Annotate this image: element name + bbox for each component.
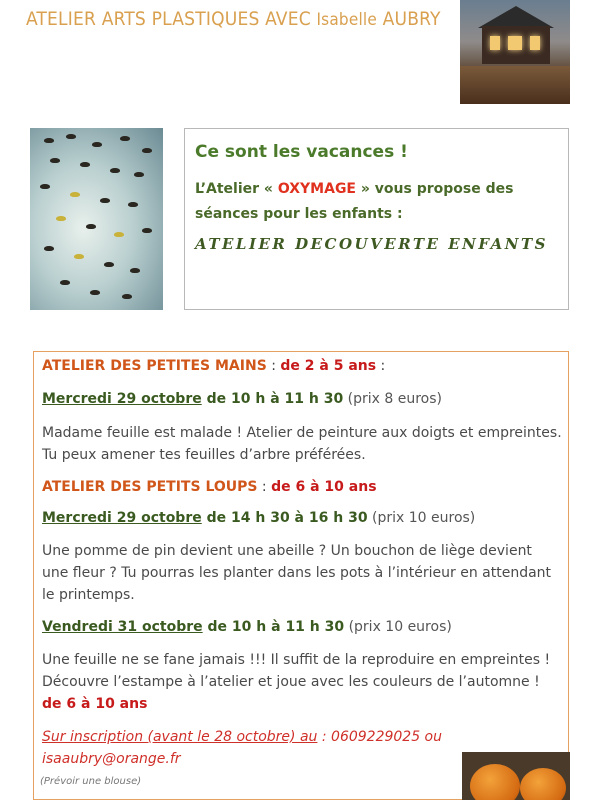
vacances-heading: Ce sont les vacances ! — [195, 142, 408, 162]
session-date: Mercredi 29 octobre — [42, 510, 202, 526]
session-2 — [42, 510, 475, 526]
bird — [86, 224, 96, 229]
bird — [104, 262, 114, 267]
title-name: Isabelle — [316, 10, 377, 30]
intro-text — [195, 177, 563, 227]
section-petites-mains — [42, 358, 385, 374]
bird — [130, 268, 140, 273]
description-3-text: Une feuille ne se fane jamais !!! Il suffit de la reproduire en empreintes ! Découvre l’estampe à l’atelier et joue avec les couleurs de l’automne ! — [42, 652, 551, 690]
bird — [128, 202, 138, 207]
bird — [142, 148, 152, 153]
pumpkins-photo — [462, 752, 570, 800]
separator: : — [266, 358, 281, 374]
program-box — [33, 351, 569, 800]
house-window — [490, 36, 500, 50]
bird — [74, 254, 84, 259]
bird — [70, 192, 80, 197]
inscription-label: Sur inscription (avant le 28 octobre) au — [42, 729, 318, 745]
bird — [122, 294, 132, 299]
atelier-subtitle: ATELIER DECOUVERTE ENFANTS — [195, 235, 548, 253]
intro-pre: L’Atelier « — [195, 181, 278, 197]
house-window — [508, 36, 522, 50]
section-label: ATELIER DES PETITS LOUPS — [42, 479, 258, 495]
bird — [90, 290, 100, 295]
title-surname: AUBRY — [376, 8, 441, 30]
bird — [60, 280, 70, 285]
session-date: Mercredi 29 octobre — [42, 391, 202, 407]
bird — [80, 162, 90, 167]
session-date: Vendredi 31 octobre — [42, 619, 203, 635]
session-price: (prix 10 euros) — [367, 510, 476, 526]
bird — [92, 142, 102, 147]
page-title — [26, 8, 441, 30]
bird — [66, 134, 76, 139]
bird — [40, 184, 50, 189]
separator: : — [257, 479, 272, 495]
phone-number: 0609229025 — [331, 729, 421, 745]
birds-artwork-photo — [30, 128, 163, 310]
house-roof — [478, 6, 554, 28]
session-time: de 10 h à 11 h 30 — [202, 619, 345, 635]
bird — [44, 138, 54, 143]
description-2: Une pomme de pin devient une abeille ? Un bouchon de liège devient une fleur ? Tu pourras les planter dans les pots à l’intérieur en attendant le printemps. — [42, 543, 552, 603]
session-time: de 14 h 30 à 16 h 30 — [201, 510, 368, 526]
oxymage-brand: OXYMAGE — [277, 181, 356, 197]
session-price: (prix 10 euros) — [344, 619, 452, 635]
house-photo — [460, 0, 570, 104]
house-window — [530, 36, 540, 50]
bird — [134, 172, 144, 177]
section-label: ATELIER DES PETITES MAINS — [42, 358, 267, 374]
intro-post: » vous propose des séances pour les enfants : — [195, 181, 514, 222]
description-3 — [42, 649, 562, 715]
session-price: (prix 8 euros) — [343, 391, 442, 407]
pumpkin — [470, 764, 520, 800]
separator: ou — [420, 729, 442, 745]
bird — [56, 216, 66, 221]
age-range: de 6 à 10 ans — [271, 479, 377, 495]
intro-box — [184, 128, 569, 310]
age-range: de 6 à 10 ans — [42, 696, 148, 712]
blouse-note: (Prévoir une blouse) — [40, 776, 142, 787]
title-main: ATELIER ARTS PLASTIQUES AVEC — [26, 8, 317, 30]
bird — [50, 158, 60, 163]
email-address: isaaubry@orange.fr — [42, 751, 181, 767]
bird — [100, 198, 110, 203]
description-1: Madame feuille est malade ! Atelier de peinture aux doigts et empreintes. Tu peux amener tes feuilles d’arbre préférées. — [42, 425, 562, 463]
section-petits-loups — [42, 479, 377, 495]
session-time: de 10 h à 11 h 30 — [201, 391, 344, 407]
bird — [110, 168, 120, 173]
bird — [114, 232, 124, 237]
bird — [120, 136, 130, 141]
separator: : — [317, 729, 332, 745]
bird — [142, 228, 152, 233]
house-ground — [460, 66, 570, 104]
bird — [44, 246, 54, 251]
age-range: de 2 à 5 ans — [280, 358, 377, 374]
pumpkin — [520, 768, 566, 800]
session-1 — [42, 391, 442, 407]
inscription-info — [42, 726, 482, 770]
session-3 — [42, 619, 452, 635]
separator: : — [376, 358, 386, 374]
